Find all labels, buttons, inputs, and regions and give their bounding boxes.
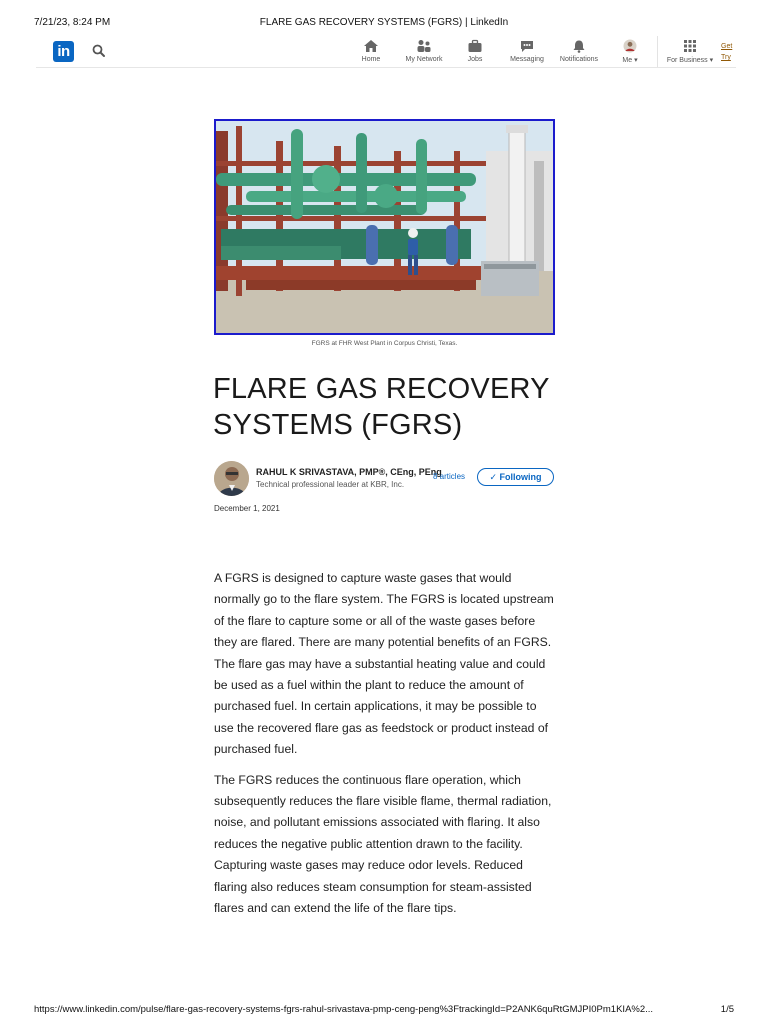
- print-header: [34, 17, 734, 31]
- following-button[interactable]: [477, 468, 554, 486]
- checkmark-icon: ✓: [489, 472, 498, 482]
- print-page-number: 1/5: [720, 1004, 734, 1015]
- linkedin-logo[interactable]: in: [53, 41, 74, 62]
- chat-icon: [519, 39, 535, 53]
- search-icon[interactable]: [91, 43, 107, 59]
- briefcase-icon: [467, 39, 483, 53]
- nav-for-business[interactable]: [662, 39, 718, 64]
- article-body: [214, 568, 559, 929]
- author-card: [214, 461, 556, 497]
- nav-home-label: Home: [361, 56, 381, 63]
- article-paragraph: The FGRS reduces the continuous flare operation, which subsequently reduces the flare visible flame, thermal radiation, noise, and pollutant emissions associated with flaring. It also reduces the negative public attention drawn to the facility. Capturing waste gases may reduce odor levels. Reduced flaring also reduces steam consumption for steam-assisted flares and can extend the life of the flare tips.: [214, 772, 552, 916]
- print-document-title: FLARE GAS RECOVERY SYSTEMS (FGRS) | LinkedIn: [259, 17, 509, 28]
- industrial-plant-image: [216, 121, 553, 333]
- top-navbar: [36, 36, 736, 68]
- home-icon: [363, 39, 379, 53]
- nav-for-business-label: For Business ▾: [666, 57, 714, 64]
- nav-notifications[interactable]: [551, 39, 607, 63]
- author-name[interactable]: RAHUL K SRIVASTAVA, PMP®, CEng, PEng: [256, 467, 442, 477]
- bell-icon: [571, 39, 587, 53]
- following-button-label: Following: [499, 472, 542, 482]
- nav-jobs-label: Jobs: [467, 56, 483, 63]
- author-headline: Technical professional leader at KBR, Inc.: [256, 480, 405, 489]
- author-articles-link[interactable]: 8 articles: [433, 472, 466, 481]
- try-premium-link[interactable]: Get Try: [721, 43, 733, 61]
- nav-me-label: Me ▾: [622, 57, 638, 64]
- network-icon: [416, 39, 432, 53]
- nav-my-network[interactable]: [396, 39, 452, 63]
- author-avatar[interactable]: [214, 461, 249, 496]
- nav-my-network-label: My Network: [405, 56, 443, 63]
- nav-jobs[interactable]: [447, 39, 503, 63]
- nav-messaging-label: Messaging: [510, 56, 544, 63]
- image-caption: FGRS at FHR West Plant in Corpus Christi, Texas.: [311, 340, 458, 347]
- avatar-icon: [622, 39, 638, 53]
- print-timestamp: 7/21/23, 8:24 PM: [34, 17, 111, 28]
- chevron-down-icon: ▾: [709, 57, 714, 64]
- nav-home[interactable]: [343, 39, 399, 63]
- article-title: FLARE GAS RECOVERY SYSTEMS (FGRS): [213, 373, 550, 441]
- chevron-down-icon: ▾: [634, 57, 638, 64]
- grid-icon: [682, 39, 698, 53]
- nav-me[interactable]: [602, 39, 658, 64]
- publish-date: December 1, 2021: [214, 504, 280, 513]
- nav-notifications-label: Notifications: [559, 56, 599, 63]
- article-paragraph: A FGRS is designed to capture waste gases that would normally go to the flare system. The FGRS is located upstream of the flare to capture some or all of the waste gases before they are flared. There are many potential benefits of an FGRS. The flare gas may have a substantial heating value and could be used as a fuel within the plant to reduce the amount of purchased fuel. In certain applications, it may be possible to use the recovered flare gas as feedstock or product instead of purchased fuel.: [214, 571, 554, 757]
- nav-divider: [657, 36, 658, 67]
- nav-messaging[interactable]: [499, 39, 555, 63]
- print-url: https://www.linkedin.com/pulse/flare-gas-recovery-systems-fgrs-rahul-srivastava-pmp-ceng-peng%3FtrackingId=P2ANK6quRtGMJPI0Pm1KIA%2...: [34, 1004, 654, 1015]
- article-hero-image: [214, 119, 555, 335]
